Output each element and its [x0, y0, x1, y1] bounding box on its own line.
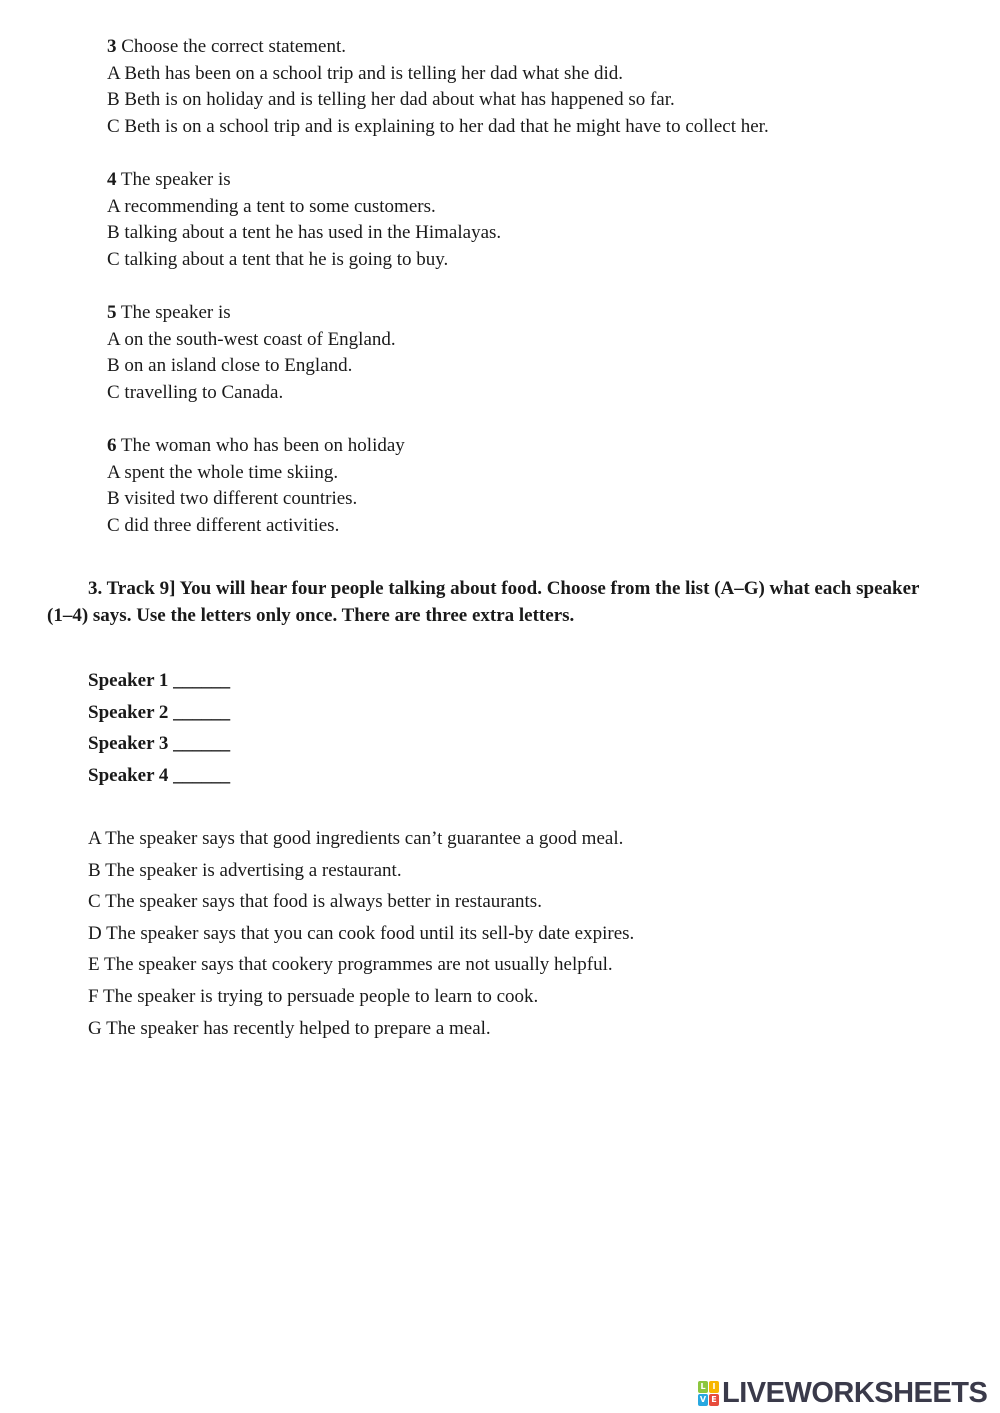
question-4 [107, 167, 967, 274]
statement-f: F The speaker is trying to persuade people to learn to cook. [88, 985, 539, 1007]
question-prompt: 4 The speaker is [107, 169, 231, 190]
question-5 [107, 300, 967, 407]
statement-e: E The speaker says that cookery programmes are not usually helpful. [88, 954, 613, 976]
option-a[interactable]: A spent the whole time skiing. [107, 461, 339, 483]
liveworksheets-logo [698, 1376, 988, 1409]
speaker-list [88, 665, 230, 792]
option-c[interactable]: C did three different activities. [107, 515, 340, 537]
option-c[interactable]: C Beth is on a school trip and is explaining to her dad that he might have to collect her. [107, 116, 769, 138]
speaker-3-blank[interactable]: Speaker 3 ______ [88, 733, 231, 755]
option-a[interactable]: A on the south-west coast of England. [107, 328, 396, 350]
statement-b: B The speaker is advertising a restaurant. [88, 859, 402, 881]
speaker-2-blank[interactable]: Speaker 2 ______ [88, 701, 231, 723]
statement-g: G The speaker has recently helped to prepare a meal. [88, 1017, 491, 1039]
question-6 [107, 433, 967, 540]
question-3 [107, 34, 967, 141]
logo-mark-icon: L I V E [698, 1381, 719, 1406]
option-b[interactable]: B talking about a tent he has used in the Himalayas. [107, 222, 502, 244]
question-number: 6 [107, 435, 117, 456]
option-b[interactable]: B on an island close to England. [107, 355, 353, 377]
question-number: 3 [107, 36, 117, 57]
option-c[interactable]: C talking about a tent that he is going to buy. [107, 249, 449, 271]
option-a[interactable]: A Beth has been on a school trip and is telling her dad what she did. [107, 62, 624, 84]
option-b[interactable]: B Beth is on holiday and is telling her dad about what has happened so far. [107, 89, 675, 111]
logo-text: LIVEWORKSHEETS [722, 1376, 988, 1409]
statement-d: D The speaker says that you can cook food until its sell-by date expires. [88, 922, 635, 944]
question-prompt: 6 The woman who has been on holiday [107, 435, 405, 456]
question-number: 4 [107, 169, 117, 190]
question-prompt: 3 Choose the correct statement. [107, 36, 347, 57]
statement-c: C The speaker says that food is always better in restaurants. [88, 891, 542, 913]
question-prompt: 5 The speaker is [107, 302, 231, 323]
speaker-1-blank[interactable]: Speaker 1 ______ [88, 670, 231, 691]
option-b[interactable]: B visited two different countries. [107, 488, 358, 510]
statement-list [88, 823, 634, 1044]
question-number: 5 [107, 302, 117, 323]
speaker-4-blank[interactable]: Speaker 4 ______ [88, 765, 231, 787]
task-instructions: 3. Track 9] You will hear four people talking about food. Choose from the list (A–G) what each speaker (1–4) says. Use the letters only once. There are three extra letters. [47, 578, 920, 626]
option-a[interactable]: A recommending a tent to some customers. [107, 195, 436, 217]
option-c[interactable]: C travelling to Canada. [107, 382, 284, 404]
statement-a: A The speaker says that good ingredients can’t guarantee a good meal. [88, 828, 624, 849]
